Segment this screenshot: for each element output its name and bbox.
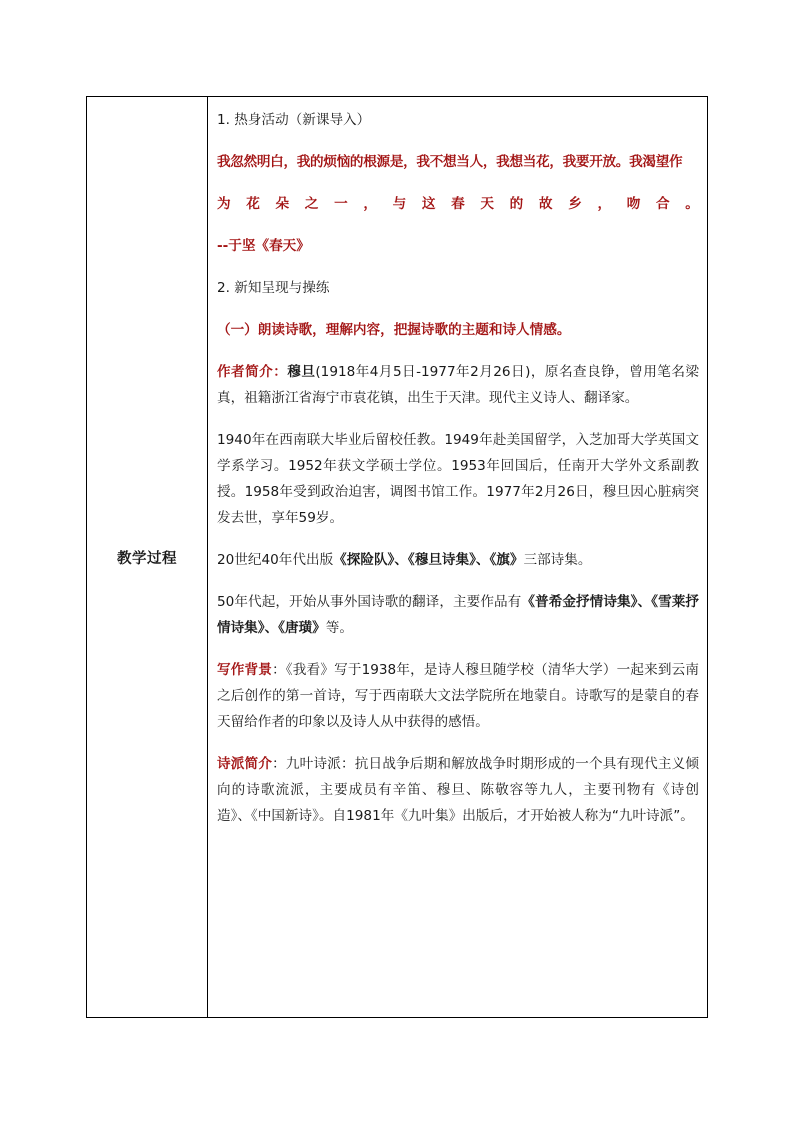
translation-titles: 《普希金抒情诗集》、《雪莱抒情诗集》、《唐璜》 [217, 594, 700, 636]
works-prefix: 20世纪40年代出版 [217, 552, 334, 568]
quote-char: 一 [334, 196, 348, 212]
left-label-cell [87, 97, 208, 1017]
poetry-school-paragraph [217, 751, 699, 829]
poetry-school-label: 诗派简介 [217, 756, 273, 772]
translation-prefix: 50年代起，开始从事外国诗歌的翻译，主要作品有 [217, 594, 522, 610]
subsection-1-title: （一）朗读诗歌，理解内容，把握诗歌的主题和诗人情感。 [217, 322, 571, 338]
quote-char: 与 [392, 196, 407, 212]
works-titles: 《探险队》、《穆旦诗集》、《旗》 [333, 552, 524, 568]
author-intro-label: 作者简介： [217, 364, 288, 380]
quote-char: ， [597, 196, 612, 212]
quote-char: 天 [480, 196, 494, 212]
biography-paragraph: 1940年在西南联大毕业后留校任教。1949年赴美国留学，入芝加哥大学英国文学系学习。1952年获文学硕士学位。1953年回国后，任南开大学外文系副教授。1958年受到政治迫害，调图书馆工作。1977年2月26日，穆旦因心脏病突发去世，享年59岁。 [217, 432, 699, 526]
quote-char: 为 [217, 196, 231, 212]
lesson-table [86, 96, 708, 1018]
quote-char: 朵 [275, 196, 290, 212]
section2-title: 2. 新知呈现与操练 [217, 280, 330, 296]
quote-char: 这 [421, 196, 436, 212]
quote-char: 花 [246, 196, 260, 212]
quote-line-2 [217, 191, 699, 217]
quote-char: 吻 [626, 196, 641, 212]
quote-char: 春 [451, 196, 465, 212]
background-paragraph [217, 657, 699, 735]
author-name: 穆旦 [287, 364, 316, 380]
translation-suffix: 等。 [325, 620, 353, 636]
quote-char: 之 [304, 196, 319, 212]
quote-line-1: 我忽然明白，我的烦恼的根源是，我不想当人，我想当花，我要开放。我渴望作 [217, 154, 683, 170]
translation-paragraph [217, 589, 699, 641]
works-paragraph [217, 547, 699, 573]
quote-char: 乡 [568, 196, 582, 212]
content-cell [208, 97, 707, 1017]
quote-char: 合 [655, 196, 670, 212]
author-intro-text: (1918年4月5日-1977年2月26日)，原名查良铮，曾用笔名梁真，祖籍浙江省海宁市袁花镇，出生于天津。现代主义诗人、翻译家。 [217, 364, 700, 406]
quote-char: 的 [509, 196, 524, 212]
quote-char: ， [363, 196, 377, 212]
quote-char: 。 [685, 196, 699, 212]
warmup-title: 1. 热身活动（新课导入） [217, 112, 371, 128]
section-label: 教学过程 [117, 550, 177, 567]
quote-block [217, 149, 699, 259]
background-label: 写作背景 [217, 662, 273, 678]
quote-char: 故 [538, 196, 553, 212]
author-intro [217, 359, 699, 411]
background-text: ：《我看》写于1938年，是诗人穆旦随学校（清华大学）一起来到云南之后创作的第一首诗，写于西南联大文法学院所在地蒙自。诗歌写的是蒙自的春天留给作者的印象以及诗人从中获得的感悟。 [217, 662, 700, 730]
quote-source: --于坚《春天》 [217, 238, 310, 254]
works-suffix: 三部诗集。 [523, 552, 592, 568]
poetry-school-text: ：九叶诗派：抗日战争后期和解放战争时期形成的一个具有现代主义倾向的诗歌流派，主要成员有辛笛、穆旦、陈敬容等九人，主要刊物有《诗创造》、《中国新诗》。自1981年《九叶集》出版后，才开始被人称为“九叶诗派”。 [217, 756, 700, 824]
